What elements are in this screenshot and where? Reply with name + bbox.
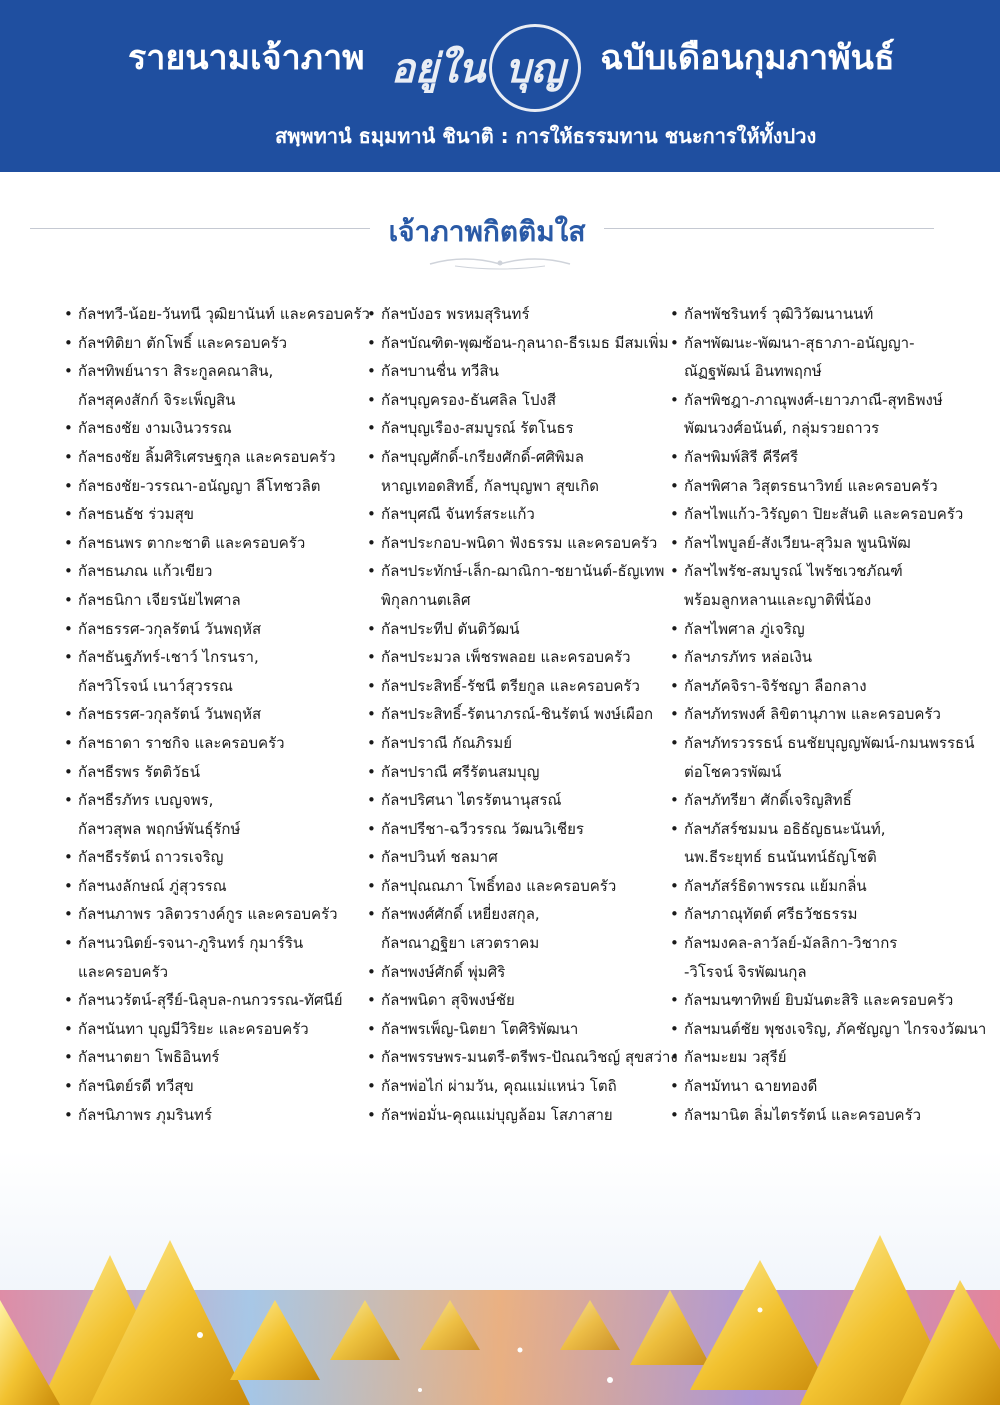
ornament-flourish-icon [425, 252, 575, 272]
donor-name-line: • กัลฯพ่อไก่ ผ่ามวัน, คุณแม่แหน่ว โตถิ [381, 1077, 617, 1096]
donor-entry [367, 729, 677, 758]
donor-name-line: • กัลฯธนภณ แก้วเขียว [78, 562, 213, 581]
donor-name-line: • กัลฯพรเพ็ญ-นิตยา โตศิริพัฒนา [381, 1019, 579, 1038]
donor-entry [367, 329, 677, 358]
donor-entry [367, 672, 677, 701]
donor-name-line: • กัลฯบุญศักดิ์-เกรียงศักดิ์-ศศิพิมล [381, 447, 584, 466]
donor-name-line: พร้อมลูกหลานและญาติพี่น้อง [684, 590, 872, 609]
donor-entry [64, 329, 374, 358]
donor-entry [367, 300, 677, 329]
donor-name-line: • กัลฯพนิดา สุจิพงษ์ชัย [381, 991, 515, 1010]
donor-entry [64, 443, 374, 472]
donor-name-line: • กัลฯบัณฑิต-พุฒซ้อน-กุลนาถ-ธีรเมธ มีสมเพิ่ม [381, 333, 669, 352]
donor-entry [670, 929, 980, 986]
donor-name-line: • กัลฯธาดา ราชกิจ และครอบครัว [78, 733, 285, 752]
donor-entry [367, 700, 677, 729]
donor-entry [367, 357, 677, 386]
donor-name-line: • กัลฯธงชัย ลิ้มศิริเศรษฐกุล และครอบครัว [78, 447, 336, 466]
donor-name-line: • กัลฯบุญเรือง-สมบูรณ์ รัตโนธร [381, 419, 574, 438]
donor-name-line: • กัลฯประสิทธิ์-รัชนี ตรียกูล และครอบครัว [381, 676, 640, 695]
donor-entry [64, 872, 374, 901]
donor-name-line: • กัลฯพ่อมั่น-คุณแม่บุญล้อม โสภาสาย [381, 1105, 613, 1124]
header-banner [0, 0, 1000, 172]
donor-name-line: • กัลฯนวรัตน์-สุรีย์-นิลุบล-กนกวรรณ-ทัศนีย์ [78, 991, 343, 1010]
donor-entry [64, 557, 374, 586]
header-subtitle: สพฺพทานํ ธมฺมทานํ ชินาติ : การให้ธรรมทาน ชนะการให้ทั้งปวง [275, 124, 817, 148]
donor-name-line: • กัลฯธรรศ-วกุลรัตน์ วันพฤหัส [78, 619, 262, 638]
donor-entry [64, 586, 374, 615]
donor-name-line: • กัลฯประกอบ-พนิดา ฟังธรรม และครอบครัว [381, 533, 658, 552]
donor-name-line: ต่อโชควรพัฒน์ [684, 762, 782, 781]
donor-column-1 [64, 300, 374, 1129]
header-title-right: ฉบับเดือนกุมภาพันธ์ [600, 38, 895, 78]
donor-name-line: • กัลฯมงคล-ลาวัลย์-มัลลิกา-วิชากร [684, 934, 898, 953]
donor-name-line: • กัลฯบุญครอง-ธันศลิล โปงสี [381, 390, 556, 409]
donor-entry [64, 986, 374, 1015]
donor-entry [670, 557, 980, 614]
donor-entry [367, 958, 677, 987]
donor-entry [64, 615, 374, 644]
donor-entry [670, 443, 980, 472]
donor-entry [367, 986, 677, 1015]
donor-name-line: • กัลฯประทีป ตันติวัฒน์ [381, 619, 520, 638]
donor-entry [670, 729, 980, 786]
donor-name-line: • กัลฯทิพย์นารา สิระกูลคณาสิน, [78, 362, 274, 381]
donor-entry [367, 786, 677, 815]
donor-name-line: • กัลฯบานชื่น ทวีสิน [381, 362, 499, 381]
donor-name-line: • กัลฯมะยม วสุรีย์ [684, 1048, 787, 1067]
donor-entry [670, 1072, 980, 1101]
donor-entry [64, 729, 374, 758]
donor-name-line: • กัลฯนิตย์รดี ทวีสุข [78, 1077, 194, 1096]
donor-entry [670, 1043, 980, 1072]
donor-entry [670, 900, 980, 929]
donor-entry [670, 672, 980, 701]
donor-entry [64, 529, 374, 558]
donor-entry [670, 872, 980, 901]
donor-name-line: • กัลฯประมวล เพ็ชรพลอย และครอบครัว [381, 648, 631, 667]
donor-entry [367, 643, 677, 672]
section-divider-left [30, 228, 370, 229]
donor-name-line: • กัลฯธีรรัตน์ ถาวรเจริญ [78, 848, 224, 867]
donor-entry [670, 386, 980, 443]
donor-name-line: • กัลฯมัทนา ฉายทองดี [684, 1077, 818, 1096]
donor-entry [367, 872, 677, 901]
donor-name-line: • กัลฯมนต์ชัย พุชงเจริญ, ภัคชัญญา ไกรจงวัฒนา [684, 1019, 987, 1038]
donor-entry [367, 386, 677, 415]
donor-name-line: กัลฯวสุพล พฤกษ์พันธุ์รักษ์ [78, 819, 241, 838]
donor-name-line: • กัลฯพัฒนะ-พัฒนา-สุธาภา-อนัญญา- [684, 333, 915, 352]
donor-name-line: กัลฯวิโรจน์ เนาว์สุวรรณ [78, 676, 233, 695]
section-divider-right [604, 228, 934, 229]
donor-entry [367, 443, 677, 500]
donor-name-line: พัฒนวงศ์อนันต์, กลุ่มรวยถาวร [684, 419, 880, 438]
donor-entry [64, 786, 374, 843]
donor-entry [64, 357, 374, 414]
donor-name-line: • กัลฯธงชัย-วรรณา-อนัญญา ลีโทชวลิต [78, 476, 321, 495]
donor-entry [64, 300, 374, 329]
donor-name-line: • กัลฯพงษ์ศักดิ์ พุ่มศิริ [381, 962, 506, 981]
donor-entry [367, 1043, 677, 1072]
donor-name-line: • กัลฯนิภาพร ภุมรินทร์ [78, 1105, 213, 1124]
donor-name-line: • กัลฯปราณี ศรีรัตนสมบุญ [381, 762, 540, 781]
donor-entry [64, 500, 374, 529]
donor-name-line: • กัลฯภัสร์ธิดาพรรณ แย้มกลิ่น [684, 876, 867, 895]
donor-entry [670, 615, 980, 644]
donor-name-line: • กัลฯภัคจิรา-จิรัชญา ลือกลาง [684, 676, 867, 695]
header-title-left: รายนามเจ้าภาพ [128, 38, 365, 78]
donor-entry [64, 758, 374, 787]
donor-column-2 [367, 300, 677, 1129]
donor-entry [367, 843, 677, 872]
donor-name-line: • กัลฯธนพร ตากะชาติ และครอบครัว [78, 533, 306, 552]
donor-name-line: • กัลฯธันฐภัทร์-เชาว์ ไกรนรา, [78, 648, 259, 667]
logo-text-1: อยู่ใน [390, 46, 486, 92]
donor-name-line: • กัลฯพงศ์ศักดิ์ เหยี่ยงสกุล, [381, 905, 540, 924]
donor-entry [670, 786, 980, 815]
donor-name-line: • กัลฯมนฑาทิพย์ ยิบมันตะสิริ และครอบครัว [684, 991, 954, 1010]
donor-name-line: พิกุลกานตเลิศ [381, 590, 471, 609]
donor-name-line: • กัลฯภัทรวรรธน์ ธนชัยบุญญพัฒน์-กมนพรรธน์ [684, 733, 975, 752]
donor-name-line: • กัลฯภาณุทัตต์ ศรีธวัชธรรม [684, 905, 858, 924]
donor-name-line: • กัลฯภัทรพงศ์ ลิขิตานุภาพ และครอบครัว [684, 705, 941, 724]
donor-name-line: • กัลฯธีรภัทร เบญจพร, [78, 791, 214, 810]
donor-name-line: นพ.ธีระยุทธ์ ธนนันทน์ธัญโชติ [684, 848, 877, 867]
donor-name-line: • กัลฯปรีชา-ฉวีวรรณ วัฒนวิเชียร [381, 819, 584, 838]
donor-entry [670, 500, 980, 529]
donor-entry [367, 500, 677, 529]
donor-name-line: • กัลฯพัชรินทร์ วุฒิวิวัฒนานนท์ [684, 305, 874, 323]
donor-entry [367, 615, 677, 644]
donor-entry [64, 1043, 374, 1072]
donor-name-line: • กัลฯธรรศ-วกุลรัตน์ วันพฤหัส [78, 705, 262, 724]
donor-entry [64, 472, 374, 501]
donor-entry [367, 1015, 677, 1044]
donor-entry [670, 700, 980, 729]
donor-name-line: • กัลฯพิมพ์สิรี คีรีศรี [684, 447, 799, 466]
donor-name-line: • กัลฯทิติยา ตักโพธิ์ และครอบครัว [78, 333, 288, 352]
donor-name-line: • กัลฯภัทรียา ศักดิ์เจริญสิทธิ์ [684, 791, 852, 810]
donor-name-line: • กัลฯธงชัย งามเงินวรรณ [78, 419, 232, 438]
donor-entry [670, 643, 980, 672]
donor-name-line: • กัลฯพรรษพร-มนตรี-ตรีพร-ปัณณวิชญ์ สุขสว่าง [381, 1048, 678, 1067]
donor-name-line: • กัลฯนงลักษณ์ ภู่สุวรรณ [78, 876, 227, 895]
donor-name-line: • กัลฯไพบูลย์-สังเวียน-สุวิมล พูนนิพัฒ [684, 533, 911, 552]
donor-entry [367, 815, 677, 844]
donor-name-line: กัลฯณาฏฐิยา เสวตราคม [381, 934, 540, 953]
donor-name-line: กัลฯสุคงสักก์ จิระเพ็ญสิน [78, 390, 236, 409]
donor-entry [64, 900, 374, 929]
donor-name-line: • กัลฯปริศนา ไตรรัตนานุสรณ์ [381, 791, 562, 810]
donor-name-line: • กัลฯมานิต ลิ่มไตรรัตน์ และครอบครัว [684, 1105, 922, 1124]
donor-name-line: • กัลฯนันทา บุญมีวิริยะ และครอบครัว [78, 1019, 309, 1038]
donor-name-line: • กัลฯไพศาล ภู่เจริญ [684, 619, 805, 638]
donor-name-line: • กัลฯปุณณภา โพธิ์ทอง และครอบครัว [381, 876, 617, 895]
donor-name-line: ณัฏฐพัฒน์ อินทพฤกษ์ [684, 362, 822, 381]
donor-entry [64, 1101, 374, 1130]
donor-entry [670, 329, 980, 386]
section-title: เจ้าภาพกิตติมใส [388, 215, 586, 248]
donor-entry [670, 529, 980, 558]
donor-entry [64, 414, 374, 443]
donor-name-line: • กัลฯภัสร์ชมมน อธิธัญธนะนันท์, [684, 819, 886, 838]
donor-name-line: • กัลฯประทักษ์-เล็ก-ฌาณิกา-ชยานันต์-ธัญเทพ [381, 562, 665, 581]
donor-name-line: • กัลฯปวินท์ ชลมาศ [381, 848, 498, 867]
donor-entry [64, 1072, 374, 1101]
donor-name-line: หาญเทอดสิทธิ์, กัลฯบุญพา สุขเกิด [381, 476, 600, 495]
golden-pagoda-landscape-image [0, 1150, 1000, 1405]
donor-name-line: • กัลฯทวี-น้อย-วันทนี วุฒิยานันท์ และครอบครัว [78, 305, 370, 323]
donor-name-line: • กัลฯธีรพร รัตติวัธน์ [78, 762, 200, 781]
donor-entry [367, 414, 677, 443]
donor-name-line: • กัลฯไพแก้ว-วิรัญดา ปิยะสันติ และครอบครัว [684, 505, 964, 524]
donor-name-line: • กัลฯไพรัช-สมบูรณ์ ไพรัชเวชภัณฑ์ [684, 562, 903, 581]
donor-name-line: • กัลฯพิชฎา-ภาณุพงศ์-เยาวภาณี-สุทธิพงษ์ [684, 390, 943, 409]
donor-name-line: • กัลฯนวนิตย์-รจนา-ภูรินทร์ กุมาร์ริน [78, 934, 304, 953]
yuu-nai-boon-logo [383, 22, 593, 114]
donor-name-line: -วิโรจน์ จิรพัฒนกุล [684, 962, 807, 981]
donor-name-line: • กัลฯธนธัช ร่วมสุข [78, 505, 194, 524]
donor-name-line: • กัลฯประสิทธิ์-รัตนาภรณ์-ชินรัตน์ พงษ์เผือก [381, 705, 654, 724]
donor-entry [64, 929, 374, 986]
donor-entry [367, 900, 677, 957]
donor-entry [670, 1015, 987, 1044]
donor-name-line: • กัลฯนาตยา โพธิอินทร์ [78, 1048, 220, 1067]
donor-entry [670, 815, 980, 872]
donor-entry [64, 643, 374, 700]
donor-name-line: และครอบครัว [78, 962, 169, 981]
donor-entry [670, 986, 980, 1015]
donor-entry [670, 300, 980, 329]
donor-entry [670, 1101, 980, 1130]
donor-entry [367, 557, 677, 614]
donor-entry [64, 1015, 374, 1044]
donor-entry [367, 529, 677, 558]
donor-name-line: • กัลฯนภาพร วลิตวรางค์กูร และครอบครัว [78, 905, 338, 924]
donor-entry [670, 472, 980, 501]
donor-entry [64, 843, 374, 872]
donor-entry [367, 758, 677, 787]
donor-entry [64, 700, 374, 729]
donor-name-line: • กัลฯบุศณี จันทร์สระแก้ว [381, 505, 535, 524]
donor-name-line: • กัลฯปราณี กัณภิรมย์ [381, 733, 513, 752]
donor-entry [367, 1072, 677, 1101]
donor-name-line: • กัลฯบังอร พรหมสุรินทร์ [381, 305, 530, 323]
donor-entry [367, 1101, 677, 1130]
donor-column-3 [670, 300, 987, 1129]
donor-name-line: • กัลฯพิศาล วิสุตรธนาวิทย์ และครอบครัว [684, 476, 938, 495]
logo-text-2: บุญ [505, 46, 565, 92]
donor-name-line: • กัลฯภรภัทร หล่อเงิน [684, 648, 813, 667]
donor-name-line: • กัลฯธนิกา เจียรนัยไพศาล [78, 590, 241, 609]
